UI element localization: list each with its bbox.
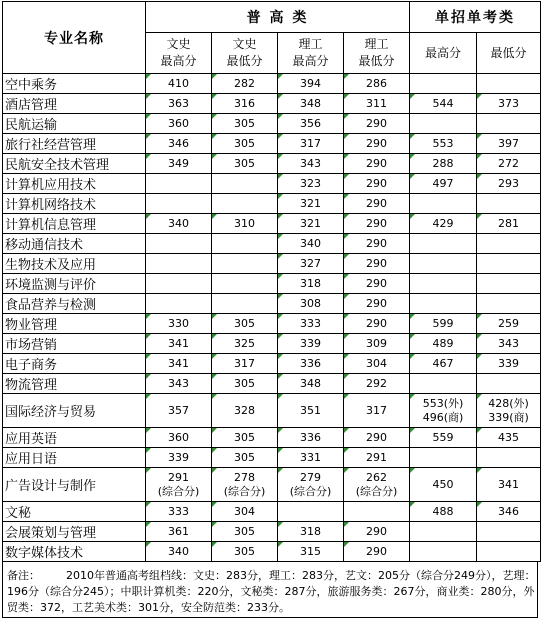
score-cell: 351 (278, 394, 344, 428)
score-cell (477, 394, 541, 428)
score-cell (410, 294, 477, 314)
score-cell (477, 542, 541, 562)
score-cell (477, 448, 541, 468)
score-cell: 357 (146, 394, 212, 428)
major-name-cell: 计算机网络技术 (3, 194, 146, 214)
score-cell: 290 (344, 522, 410, 542)
score-cell: 318 (278, 274, 344, 294)
score-cell (278, 468, 344, 502)
score-line: (综合分) (289, 484, 332, 498)
score-cell: 290 (344, 194, 410, 214)
score-cell: 327 (278, 254, 344, 274)
score-cell: 282 (212, 74, 278, 94)
score-cell: 356 (278, 114, 344, 134)
score-cell: 559 (410, 428, 477, 448)
sub-header-line: 理工 (298, 37, 323, 51)
score-cell: 290 (344, 174, 410, 194)
table-row (3, 314, 541, 334)
score-cell: 544 (410, 94, 477, 114)
score-cell (344, 502, 410, 522)
score-cell: 304 (344, 354, 410, 374)
score-cell: 290 (344, 314, 410, 334)
score-cell (344, 468, 410, 502)
score-cell: 348 (278, 94, 344, 114)
score-line: (综合分) (355, 484, 398, 498)
score-cell: 339 (146, 448, 212, 468)
score-cell: 450 (410, 468, 477, 502)
table-row (3, 394, 541, 428)
score-cell: 363 (146, 94, 212, 114)
sub-header-cell (344, 33, 410, 74)
major-name-cell: 物流管理 (3, 374, 146, 394)
table-row (3, 194, 541, 214)
score-cell (477, 114, 541, 134)
score-cell: 305 (212, 522, 278, 542)
table-body (3, 74, 541, 562)
table-row (3, 114, 541, 134)
score-cell: 290 (344, 254, 410, 274)
score-cell: 304 (212, 502, 278, 522)
table-row (3, 174, 541, 194)
score-line: (综合分) (223, 484, 266, 498)
score-cell: 346 (477, 502, 541, 522)
sub-header-line: 最高分 (424, 45, 461, 60)
score-cell: 290 (344, 214, 410, 234)
score-cell: 305 (212, 154, 278, 174)
score-cell: 489 (410, 334, 477, 354)
score-cell: 315 (278, 542, 344, 562)
score-line: 339(商) (488, 410, 529, 424)
score-cell: 467 (410, 354, 477, 374)
score-sheet (2, 1, 540, 618)
score-cell (477, 274, 541, 294)
table-row (3, 94, 541, 114)
major-name-cell: 环境监测与评价 (3, 274, 146, 294)
sub-header-cell (278, 33, 344, 74)
score-cell: 281 (477, 214, 541, 234)
score-cell: 331 (278, 448, 344, 468)
score-cell: 394 (278, 74, 344, 94)
score-cell: 308 (278, 294, 344, 314)
score-cell: 286 (344, 74, 410, 94)
sub-header-cell (146, 33, 212, 74)
score-cell (146, 254, 212, 274)
score-cell (212, 274, 278, 294)
sub-header-cell (410, 33, 477, 74)
score-cell (146, 174, 212, 194)
table-row (3, 134, 541, 154)
score-cell: 321 (278, 214, 344, 234)
score-cell (410, 74, 477, 94)
score-cell: 341 (146, 354, 212, 374)
score-cell: 290 (344, 274, 410, 294)
score-line: 278 (234, 470, 255, 484)
major-name-cell: 数字媒体技术 (3, 542, 146, 562)
table-row (3, 214, 541, 234)
major-name-cell: 文秘 (3, 502, 146, 522)
score-cell (212, 194, 278, 214)
sub-header-line: 理工 (364, 37, 389, 51)
table-row (3, 448, 541, 468)
score-cell: 336 (278, 428, 344, 448)
sub-header-cell (212, 33, 278, 74)
table-row (3, 254, 541, 274)
score-cell: 373 (477, 94, 541, 114)
score-cell (477, 374, 541, 394)
score-cell (410, 274, 477, 294)
score-cell: 397 (477, 134, 541, 154)
table-row (3, 502, 541, 522)
score-cell (146, 468, 212, 502)
score-table (2, 1, 541, 562)
major-name-cell: 空中乘务 (3, 74, 146, 94)
score-cell: 305 (212, 134, 278, 154)
major-name-cell: 市场营销 (3, 334, 146, 354)
score-cell: 333 (278, 314, 344, 334)
score-cell: 290 (344, 134, 410, 154)
score-cell: 341 (146, 334, 212, 354)
score-cell (278, 502, 344, 522)
score-cell: 488 (410, 502, 477, 522)
major-name-cell: 计算机信息管理 (3, 214, 146, 234)
sub-header-line: 最高分 (292, 54, 329, 68)
score-cell: 360 (146, 428, 212, 448)
score-cell: 435 (477, 428, 541, 448)
sub-header-cell (477, 33, 541, 74)
table-row (3, 74, 541, 94)
major-name-cell: 计算机应用技术 (3, 174, 146, 194)
score-cell (212, 234, 278, 254)
header-gaokao-group: 普 高 类 (146, 2, 410, 33)
footnote-label: 备注： (7, 569, 40, 582)
score-cell: 340 (278, 234, 344, 254)
major-name-cell: 物业管理 (3, 314, 146, 334)
score-cell (146, 234, 212, 254)
major-name-cell: 食品营养与检测 (3, 294, 146, 314)
score-cell: 348 (278, 374, 344, 394)
major-name-cell: 酒店管理 (3, 94, 146, 114)
score-cell (212, 174, 278, 194)
table-row (3, 234, 541, 254)
score-cell (410, 114, 477, 134)
footnote-text: 2010年普通高考组档线：文史：283分，理工：283分，艺文：205分（综合分249分），艺理：196分（综合分245）；中职计算机类：220分，文秘类：287分，旅游服务类：267分，商业类：280分，外贸类：372，工艺美术类：301分，安全防范类：233分。 (7, 569, 536, 614)
sub-header-line: 文史 (232, 37, 257, 51)
score-cell (146, 274, 212, 294)
table-row (3, 522, 541, 542)
score-cell (410, 254, 477, 274)
score-cell: 497 (410, 174, 477, 194)
score-cell: 333 (146, 502, 212, 522)
score-cell: 553 (410, 134, 477, 154)
score-cell: 290 (344, 428, 410, 448)
score-cell: 328 (212, 394, 278, 428)
major-name-cell: 广告设计与制作 (3, 468, 146, 502)
sub-header-line: 最高分 (160, 54, 197, 68)
score-cell: 290 (344, 114, 410, 134)
score-cell: 317 (344, 394, 410, 428)
score-cell (212, 254, 278, 274)
table-row (3, 542, 541, 562)
score-cell: 321 (278, 194, 344, 214)
score-cell: 325 (212, 334, 278, 354)
sub-header-line: 最低分 (358, 54, 395, 68)
score-line: 496(商) (422, 410, 464, 424)
major-name-cell: 会展策划与管理 (3, 522, 146, 542)
sub-header-line: 文史 (166, 37, 191, 51)
score-line: 291 (168, 470, 189, 484)
score-cell (410, 542, 477, 562)
score-cell: 311 (344, 94, 410, 114)
score-cell (477, 522, 541, 542)
footnote (2, 566, 538, 618)
score-cell: 429 (410, 214, 477, 234)
score-cell: 292 (344, 374, 410, 394)
score-cell: 305 (212, 114, 278, 134)
score-cell: 290 (344, 234, 410, 254)
score-cell (146, 294, 212, 314)
score-cell: 340 (146, 542, 212, 562)
score-cell: 318 (278, 522, 344, 542)
score-cell: 599 (410, 314, 477, 334)
table-row (3, 354, 541, 374)
score-cell: 349 (146, 154, 212, 174)
score-cell: 346 (146, 134, 212, 154)
score-cell: 343 (477, 334, 541, 354)
score-cell: 290 (344, 154, 410, 174)
score-cell: 305 (212, 374, 278, 394)
score-cell: 341 (477, 468, 541, 502)
score-cell: 343 (278, 154, 344, 174)
score-cell: 309 (344, 334, 410, 354)
score-cell: 410 (146, 74, 212, 94)
table-row (3, 374, 541, 394)
sub-header-line: 最低分 (490, 45, 527, 60)
score-line: (综合分) (157, 484, 200, 498)
score-cell (410, 194, 477, 214)
table-row (3, 294, 541, 314)
score-cell: 290 (344, 542, 410, 562)
score-cell (410, 394, 477, 428)
score-cell: 288 (410, 154, 477, 174)
score-cell: 343 (146, 374, 212, 394)
major-name-cell: 生物技术及应用 (3, 254, 146, 274)
score-cell: 293 (477, 174, 541, 194)
header-danzhao-group: 单招单考类 (410, 2, 541, 33)
score-cell: 323 (278, 174, 344, 194)
table-row (3, 154, 541, 174)
score-cell: 305 (212, 314, 278, 334)
table-row (3, 428, 541, 448)
score-cell (477, 74, 541, 94)
score-cell (410, 448, 477, 468)
major-name-cell: 旅行社经营管理 (3, 134, 146, 154)
score-cell: 340 (146, 214, 212, 234)
score-cell: 360 (146, 114, 212, 134)
score-cell (410, 522, 477, 542)
score-cell: 339 (278, 334, 344, 354)
sub-header-line: 最低分 (226, 54, 263, 68)
table-row (3, 468, 541, 502)
score-cell (477, 294, 541, 314)
score-line: 279 (300, 470, 321, 484)
major-name-cell: 电子商务 (3, 354, 146, 374)
major-name-cell: 应用英语 (3, 428, 146, 448)
header-major: 专业名称 (3, 2, 146, 74)
score-cell: 305 (212, 448, 278, 468)
table-row (3, 274, 541, 294)
score-cell: 305 (212, 542, 278, 562)
major-name-cell: 国际经济与贸易 (3, 394, 146, 428)
major-name-cell: 民航安全技术管理 (3, 154, 146, 174)
score-cell (410, 234, 477, 254)
score-cell (212, 294, 278, 314)
score-cell: 310 (212, 214, 278, 234)
score-cell: 305 (212, 428, 278, 448)
score-cell: 361 (146, 522, 212, 542)
score-line: 428(外) (488, 396, 529, 410)
major-name-cell: 移动通信技术 (3, 234, 146, 254)
score-cell: 330 (146, 314, 212, 334)
score-cell: 317 (212, 354, 278, 374)
score-cell (477, 234, 541, 254)
score-cell (477, 254, 541, 274)
score-cell: 316 (212, 94, 278, 114)
score-cell (212, 468, 278, 502)
score-cell: 291 (344, 448, 410, 468)
score-line: 262 (366, 470, 387, 484)
score-cell: 339 (477, 354, 541, 374)
table-row (3, 334, 541, 354)
score-cell: 259 (477, 314, 541, 334)
score-cell: 336 (278, 354, 344, 374)
score-cell: 290 (344, 294, 410, 314)
score-line: 553(外) (422, 396, 464, 410)
score-cell (477, 194, 541, 214)
score-cell: 317 (278, 134, 344, 154)
score-cell (410, 374, 477, 394)
major-name-cell: 民航运输 (3, 114, 146, 134)
score-cell: 272 (477, 154, 541, 174)
major-name-cell: 应用日语 (3, 448, 146, 468)
score-cell (146, 194, 212, 214)
